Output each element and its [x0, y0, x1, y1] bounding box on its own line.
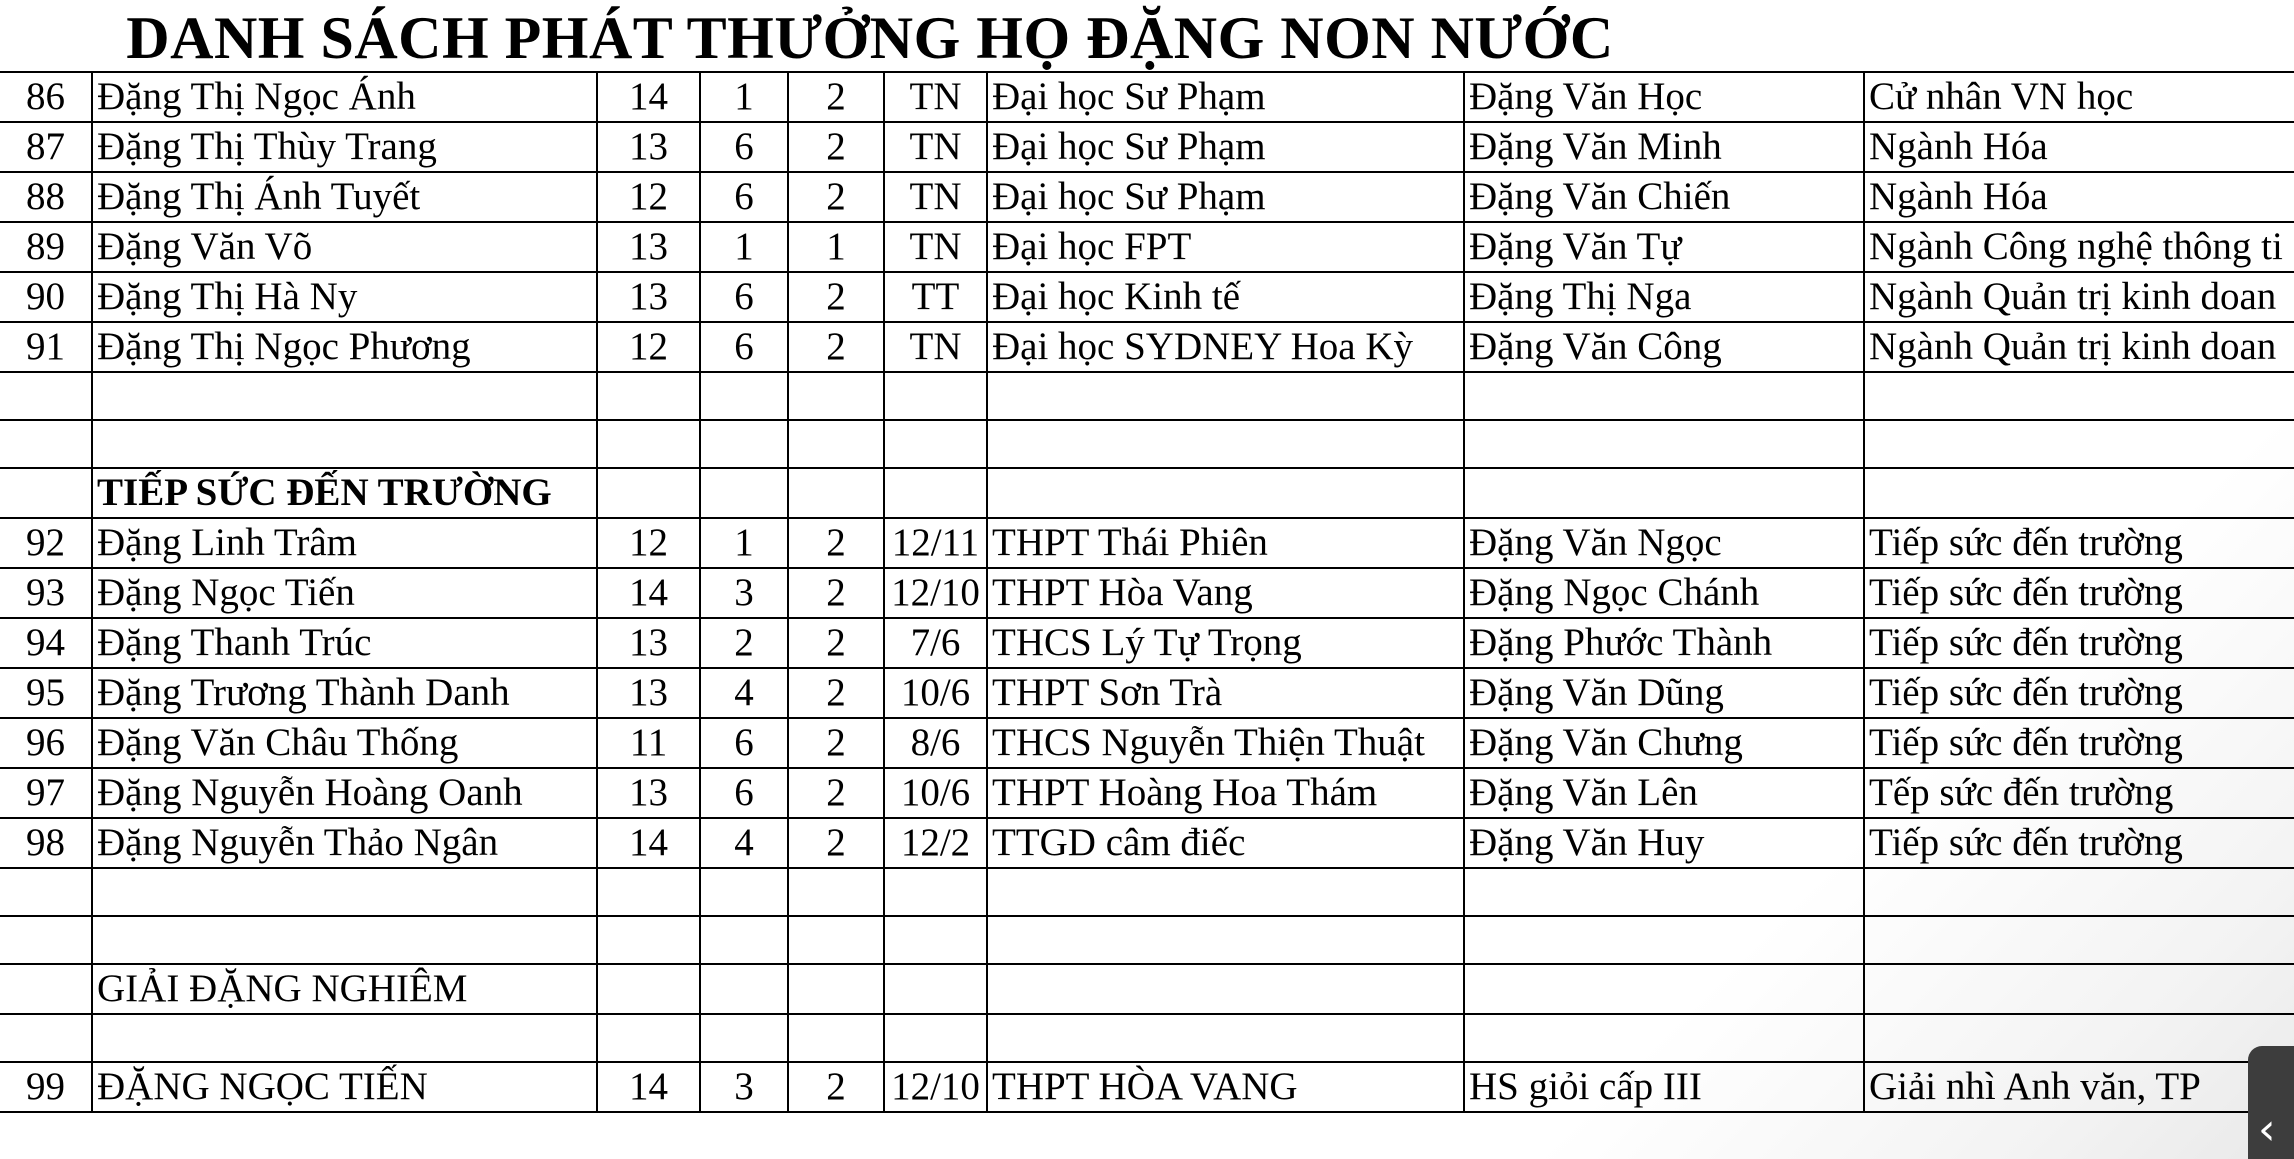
cell-grade[interactable]: 7/6	[884, 618, 987, 668]
cell-name[interactable]: Đặng Thanh Trúc	[92, 618, 597, 668]
cell-name[interactable]	[92, 1014, 597, 1062]
cell-group[interactable]	[700, 372, 788, 420]
cell-parent[interactable]: Đặng Ngọc Chánh	[1464, 568, 1864, 618]
cell-parent[interactable]	[1464, 868, 1864, 916]
cell-grade[interactable]: TN	[884, 222, 987, 272]
cell-grade[interactable]	[884, 916, 987, 964]
cell-stt[interactable]: 97	[0, 768, 92, 818]
cell-grade[interactable]: TN	[884, 72, 987, 122]
table-row	[0, 718, 2294, 768]
cell-group[interactable]: 6	[700, 122, 788, 172]
cell-gender[interactable]	[788, 468, 884, 518]
cell-note[interactable]: Tếp sức đến trường	[1864, 768, 2294, 818]
cell-gender[interactable]: 2	[788, 518, 884, 568]
cell-stt[interactable]: 87	[0, 122, 92, 172]
table-row	[0, 964, 2294, 1014]
cell-parent[interactable]: Đặng Văn Dũng	[1464, 668, 1864, 718]
cell-school[interactable]: THCS Lý Tự Trọng	[987, 618, 1464, 668]
cell-parent[interactable]: Đặng Văn Công	[1464, 322, 1864, 372]
cell-name[interactable]: Đặng Nguyễn Thảo Ngân	[92, 818, 597, 868]
cell-gender[interactable]: 2	[788, 322, 884, 372]
cell-group[interactable]: 1	[700, 72, 788, 122]
cell-note[interactable]	[1864, 1014, 2294, 1062]
cell-note[interactable]: Cử nhân VN học	[1864, 72, 2294, 122]
cell-name[interactable]: Đặng Văn Võ	[92, 222, 597, 272]
cell-group[interactable]: 6	[700, 718, 788, 768]
cell-note[interactable]: Tiếp sức đến trường	[1864, 618, 2294, 668]
cell-gender[interactable]: 2	[788, 172, 884, 222]
cell-age[interactable]: 12	[597, 172, 700, 222]
cell-note[interactable]: Tiếp sức đến trường	[1864, 718, 2294, 768]
cell-parent[interactable]: HS giỏi cấp III	[1464, 1062, 1864, 1112]
cell-age[interactable]: 13	[597, 122, 700, 172]
table-row	[0, 1014, 2294, 1062]
table-row	[0, 172, 2294, 222]
cell-stt[interactable]	[0, 468, 92, 518]
cell-group[interactable]	[700, 916, 788, 964]
cell-name[interactable]	[92, 916, 597, 964]
cell-name[interactable]: Đặng Nguyễn Hoàng Oanh	[92, 768, 597, 818]
cell-stt[interactable]	[0, 964, 92, 1014]
table-row	[0, 668, 2294, 718]
cell-gender[interactable]: 2	[788, 272, 884, 322]
cell-age[interactable]	[597, 420, 700, 468]
cell-parent[interactable]	[1464, 420, 1864, 468]
cell-gender[interactable]: 2	[788, 668, 884, 718]
cell-gender[interactable]	[788, 372, 884, 420]
cell-age[interactable]	[597, 468, 700, 518]
cell-school[interactable]: THPT HÒA VANG	[987, 1062, 1464, 1112]
cell-name[interactable]: Đặng Ngọc Tiến	[92, 568, 597, 618]
cell-name[interactable]: Đặng Thị Hà Ny	[92, 272, 597, 322]
cell-parent[interactable]: Đặng Văn Chưng	[1464, 718, 1864, 768]
cell-note[interactable]	[1864, 420, 2294, 468]
cell-school[interactable]: Đại học Sư Phạm	[987, 72, 1464, 122]
cell-school[interactable]	[987, 868, 1464, 916]
cell-grade[interactable]: 10/6	[884, 668, 987, 718]
cell-school[interactable]: TTGD câm điếc	[987, 818, 1464, 868]
cell-school[interactable]	[987, 964, 1464, 1014]
cell-name[interactable]	[92, 868, 597, 916]
cell-stt[interactable]: 99	[0, 1062, 92, 1112]
cell-age[interactable]	[597, 1014, 700, 1062]
cell-school[interactable]	[987, 468, 1464, 518]
cell-group[interactable]: 4	[700, 818, 788, 868]
cell-grade[interactable]: TN	[884, 122, 987, 172]
cell-grade[interactable]: TN	[884, 172, 987, 222]
cell-parent[interactable]: Đặng Văn Chiến	[1464, 172, 1864, 222]
table-row	[0, 818, 2294, 868]
cell-stt[interactable]: 92	[0, 518, 92, 568]
award-table	[0, 71, 2294, 1113]
cell-group[interactable]: 6	[700, 172, 788, 222]
cell-stt[interactable]: 95	[0, 668, 92, 718]
cell-grade[interactable]: 8/6	[884, 718, 987, 768]
table-row	[0, 518, 2294, 568]
cell-grade[interactable]	[884, 964, 987, 1014]
cell-grade[interactable]	[884, 468, 987, 518]
cell-gender[interactable]	[788, 420, 884, 468]
cell-grade[interactable]	[884, 372, 987, 420]
cell-school[interactable]	[987, 1014, 1464, 1062]
table-row	[0, 222, 2294, 272]
cell-grade[interactable]: 12/2	[884, 818, 987, 868]
cell-parent[interactable]: Đặng Văn Huy	[1464, 818, 1864, 868]
cell-name[interactable]	[92, 420, 597, 468]
side-panel-tab[interactable]	[2248, 1046, 2294, 1159]
cell-note[interactable]: Tiếp sức đến trường	[1864, 818, 2294, 868]
cell-stt[interactable]: 88	[0, 172, 92, 222]
cell-note[interactable]: Ngành Công nghệ thông ti	[1864, 222, 2294, 272]
cell-school[interactable]: Đại học Kinh tế	[987, 272, 1464, 322]
cell-school[interactable]: THPT Hoàng Hoa Thám	[987, 768, 1464, 818]
cell-note[interactable]: Ngành Quản trị kinh doan	[1864, 322, 2294, 372]
cell-note[interactable]	[1864, 868, 2294, 916]
cell-parent[interactable]: Đặng Thị Nga	[1464, 272, 1864, 322]
cell-gender[interactable]	[788, 916, 884, 964]
cell-age[interactable]	[597, 916, 700, 964]
table-row	[0, 618, 2294, 668]
table-row	[0, 916, 2294, 964]
cell-name[interactable]: Đặng Thị Ngọc Phương	[92, 322, 597, 372]
table-body	[0, 72, 2294, 1112]
cell-stt[interactable]: 93	[0, 568, 92, 618]
table-row	[0, 568, 2294, 618]
table-row	[0, 420, 2294, 468]
cell-grade[interactable]: 12/11	[884, 518, 987, 568]
cell-school[interactable]	[987, 372, 1464, 420]
cell-name[interactable]: ĐẶNG NGỌC TIẾN	[92, 1062, 597, 1112]
cell-stt[interactable]: 94	[0, 618, 92, 668]
cell-school[interactable]	[987, 916, 1464, 964]
cell-group[interactable]	[700, 964, 788, 1014]
cell-age[interactable]: 13	[597, 222, 700, 272]
cell-name[interactable]: GIẢI ĐẶNG NGHIÊM	[92, 964, 597, 1014]
cell-age[interactable]: 12	[597, 518, 700, 568]
table-row	[0, 468, 2294, 518]
cell-parent[interactable]	[1464, 1014, 1864, 1062]
cell-gender[interactable]: 1	[788, 222, 884, 272]
cell-age[interactable]: 11	[597, 718, 700, 768]
cell-age[interactable]	[597, 372, 700, 420]
cell-gender[interactable]: 2	[788, 818, 884, 868]
cell-school[interactable]: THPT Sơn Trà	[987, 668, 1464, 718]
table-row	[0, 322, 2294, 372]
cell-grade[interactable]: 10/6	[884, 768, 987, 818]
cell-group[interactable]: 3	[700, 568, 788, 618]
cell-age[interactable]: 14	[597, 818, 700, 868]
cell-gender[interactable]: 2	[788, 718, 884, 768]
cell-grade[interactable]: TT	[884, 272, 987, 322]
cell-stt[interactable]	[0, 372, 92, 420]
cell-school[interactable]: Đại học FPT	[987, 222, 1464, 272]
page-title: DANH SÁCH PHÁT THƯỞNG HỌ ĐẶNG NON NƯỚC	[126, 5, 1614, 71]
cell-school[interactable]: THPT Thái Phiên	[987, 518, 1464, 568]
cell-stt[interactable]: 90	[0, 272, 92, 322]
cell-parent[interactable]: Đặng Văn Ngọc	[1464, 518, 1864, 568]
cell-gender[interactable]: 2	[788, 1062, 884, 1112]
cell-parent[interactable]: Đặng Văn Học	[1464, 72, 1864, 122]
cell-note[interactable]: Ngành Quản trị kinh doan	[1864, 272, 2294, 322]
cell-age[interactable]	[597, 868, 700, 916]
cell-gender[interactable]	[788, 1014, 884, 1062]
cell-age[interactable]: 14	[597, 568, 700, 618]
cell-stt[interactable]	[0, 420, 92, 468]
cell-note[interactable]: Ngành Hóa	[1864, 122, 2294, 172]
cell-note[interactable]	[1864, 468, 2294, 518]
cell-age[interactable]: 12	[597, 322, 700, 372]
cell-gender[interactable]: 2	[788, 618, 884, 668]
cell-school[interactable]	[987, 420, 1464, 468]
cell-name[interactable]: Đặng Trương Thành Danh	[92, 668, 597, 718]
cell-name[interactable]: TIẾP SỨC ĐẾN TRƯỜNG	[92, 468, 597, 518]
cell-name[interactable]: Đặng Linh Trâm	[92, 518, 597, 568]
cell-stt[interactable]: 86	[0, 72, 92, 122]
cell-group[interactable]: 4	[700, 668, 788, 718]
cell-school[interactable]: Đại học SYDNEY Hoa Kỳ	[987, 322, 1464, 372]
cell-school[interactable]: THPT Hòa Vang	[987, 568, 1464, 618]
cell-age[interactable]: 14	[597, 72, 700, 122]
cell-gender[interactable]	[788, 868, 884, 916]
cell-note[interactable]	[1864, 372, 2294, 420]
cell-note[interactable]: Tiếp sức đến trường	[1864, 668, 2294, 718]
cell-grade[interactable]	[884, 1014, 987, 1062]
cell-grade[interactable]: 12/10	[884, 1062, 987, 1112]
table-row	[0, 1062, 2294, 1112]
table-row	[0, 868, 2294, 916]
cell-stt[interactable]: 96	[0, 718, 92, 768]
cell-stt[interactable]	[0, 916, 92, 964]
cell-age[interactable]: 13	[597, 668, 700, 718]
cell-stt[interactable]: 91	[0, 322, 92, 372]
cell-age[interactable]: 13	[597, 768, 700, 818]
cell-group[interactable]: 6	[700, 322, 788, 372]
cell-grade[interactable]	[884, 868, 987, 916]
cell-group[interactable]: 2	[700, 618, 788, 668]
cell-group[interactable]: 6	[700, 272, 788, 322]
cell-name[interactable]: Đặng Văn Châu Thống	[92, 718, 597, 768]
chevron-left-icon: ‹	[2258, 1104, 2276, 1155]
cell-grade[interactable]: 12/10	[884, 568, 987, 618]
cell-name[interactable]	[92, 372, 597, 420]
cell-group[interactable]	[700, 1014, 788, 1062]
cell-age[interactable]: 14	[597, 1062, 700, 1112]
cell-school[interactable]: Đại học Sư Phạm	[987, 122, 1464, 172]
cell-age[interactable]: 13	[597, 618, 700, 668]
cell-gender[interactable]	[788, 964, 884, 1014]
cell-group[interactable]: 3	[700, 1062, 788, 1112]
cell-group[interactable]: 1	[700, 222, 788, 272]
table-row	[0, 768, 2294, 818]
cell-group[interactable]: 1	[700, 518, 788, 568]
cell-note[interactable]	[1864, 964, 2294, 1014]
cell-group[interactable]: 6	[700, 768, 788, 818]
cell-stt[interactable]	[0, 868, 92, 916]
cell-school[interactable]: THCS Nguyễn Thiện Thuật	[987, 718, 1464, 768]
cell-age[interactable]	[597, 964, 700, 1014]
cell-note[interactable]: Tiếp sức đến trường	[1864, 518, 2294, 568]
cell-note[interactable]: Tiếp sức đến trường	[1864, 568, 2294, 618]
cell-age[interactable]: 13	[597, 272, 700, 322]
cell-parent[interactable]	[1464, 372, 1864, 420]
cell-note[interactable]: Ngành Hóa	[1864, 172, 2294, 222]
cell-group[interactable]	[700, 468, 788, 518]
cell-gender[interactable]: 2	[788, 122, 884, 172]
cell-group[interactable]	[700, 868, 788, 916]
cell-gender[interactable]: 2	[788, 568, 884, 618]
cell-group[interactable]	[700, 420, 788, 468]
cell-parent[interactable]	[1464, 916, 1864, 964]
cell-gender[interactable]: 2	[788, 72, 884, 122]
cell-gender[interactable]: 2	[788, 768, 884, 818]
cell-stt[interactable]: 89	[0, 222, 92, 272]
cell-parent[interactable]: Đặng Văn Minh	[1464, 122, 1864, 172]
table-row	[0, 272, 2294, 322]
cell-stt[interactable]: 98	[0, 818, 92, 868]
cell-name[interactable]: Đặng Thị Ánh Tuyết	[92, 172, 597, 222]
cell-name[interactable]: Đặng Thị Ngọc Ánh	[92, 72, 597, 122]
cell-note[interactable]	[1864, 916, 2294, 964]
table-row	[0, 372, 2294, 420]
cell-name[interactable]: Đặng Thị Thùy Trang	[92, 122, 597, 172]
cell-school[interactable]: Đại học Sư Phạm	[987, 172, 1464, 222]
cell-grade[interactable]: TN	[884, 322, 987, 372]
cell-parent[interactable]	[1464, 964, 1864, 1014]
cell-parent[interactable]: Đặng Văn Tự	[1464, 222, 1864, 272]
cell-note[interactable]: Giải nhì Anh văn, TP	[1864, 1062, 2294, 1112]
table-row	[0, 122, 2294, 172]
cell-parent[interactable]: Đặng Phước Thành	[1464, 618, 1864, 668]
cell-parent[interactable]	[1464, 468, 1864, 518]
cell-parent[interactable]: Đặng Văn Lên	[1464, 768, 1864, 818]
cell-grade[interactable]	[884, 420, 987, 468]
cell-stt[interactable]	[0, 1014, 92, 1062]
table-row	[0, 72, 2294, 122]
